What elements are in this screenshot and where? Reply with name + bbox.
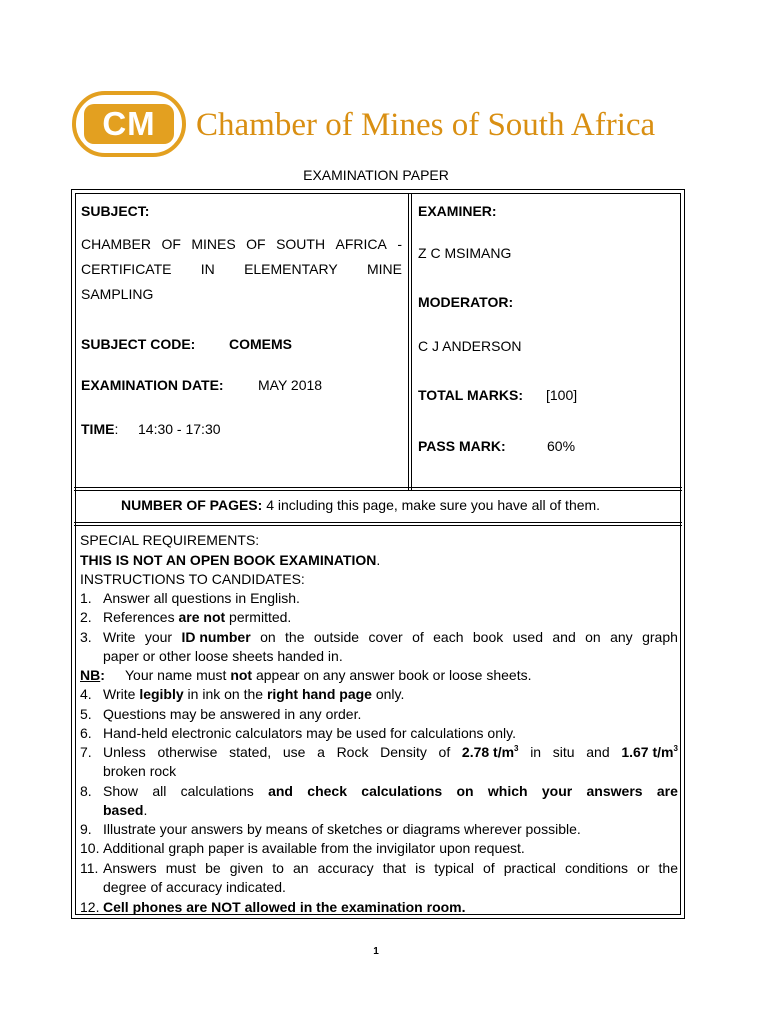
list-item-number: 11.: [80, 860, 99, 876]
list-item-number: 10.: [80, 840, 100, 856]
logo-badge-fill: [84, 104, 174, 144]
list-item-text: Show all calculations and check calculations on which your answers are: [103, 783, 678, 799]
subject-word: OF: [161, 236, 181, 252]
subject-word: MINES: [191, 236, 236, 252]
nb-label: NB:: [80, 667, 105, 683]
not-open-book: THIS IS NOT AN OPEN BOOK EXAMINATION: [80, 552, 377, 568]
time-row: [81, 420, 118, 438]
list-item-text: Cell phones are NOT allowed in the examination room.: [103, 899, 466, 915]
subject-code-label: SUBJECT CODE:: [81, 336, 196, 352]
organisation-logo: [72, 91, 684, 159]
pages-label: NUMBER OF PAGES:: [121, 497, 263, 513]
subject-word: CHAMBER: [81, 236, 152, 252]
pass-mark-label: PASS MARK:: [418, 438, 506, 454]
instructions-heading: INSTRUCTIONS TO CANDIDATES:: [80, 571, 305, 587]
list-item-text: References are not permitted.: [103, 609, 292, 625]
list-item-number: 2.: [80, 609, 92, 625]
list-item-number: 5.: [80, 706, 92, 722]
subject-word: OF: [246, 236, 266, 252]
pages-value: 4 including this page, make sure you have all of them.: [262, 497, 601, 513]
examiner-value: Z C MSIMANG: [418, 245, 512, 261]
subject-word: IN: [200, 261, 215, 277]
page-number: 1: [373, 946, 379, 957]
row-divider-inner: [74, 490, 682, 491]
subject-word: SOUTH: [276, 236, 326, 252]
subject-word: MINE: [366, 261, 402, 277]
subject-code-value: COMEMS: [229, 336, 292, 352]
not-open-book-period: .: [376, 552, 381, 568]
moderator-label: MODERATOR:: [418, 294, 514, 310]
nb-text: Your name must not appear on any answer book or loose sheets.: [125, 667, 532, 683]
subject-line-1: [81, 235, 402, 253]
total-marks-label: TOTAL MARKS:: [418, 387, 523, 403]
time-colon: :: [114, 421, 119, 437]
logo-badge-text: CM: [102, 105, 156, 142]
list-item-text: Answers must be given to an accuracy that is typical of practical conditions or the: [103, 860, 678, 876]
subject-line-3: SAMPLING: [81, 286, 154, 302]
row-divider: [74, 522, 682, 523]
list-item-text: Hand-held electronic calculators may be used for calculations only.: [103, 725, 516, 741]
column-divider: [408, 194, 409, 490]
exam-date-value: MAY 2018: [258, 377, 323, 393]
moderator-value: C J ANDERSON: [418, 338, 522, 354]
document-title: EXAMINATION PAPER: [303, 167, 449, 183]
subject-word: CERTIFICATE: [81, 261, 172, 277]
subject-label: SUBJECT:: [81, 203, 150, 219]
subject-word: ELEMENTARY: [244, 261, 338, 277]
not-open-book-line: [80, 551, 678, 570]
list-item-number: 3.: [80, 629, 92, 645]
logo-badge: [72, 91, 186, 157]
organisation-name: Chamber of Mines of South Africa: [196, 107, 656, 143]
time-label: TIME: [81, 421, 115, 437]
examiner-label: EXAMINER:: [418, 203, 497, 219]
list-item-text: Answer all questions in English.: [103, 590, 300, 606]
time-value: 14:30 - 17:30: [138, 421, 221, 437]
special-requirements-heading: SPECIAL REQUIREMENTS:: [80, 532, 260, 548]
list-item-text: Additional graph paper is available from the invigilator upon request.: [103, 840, 525, 856]
pass-mark-value: 60%: [547, 438, 576, 454]
list-item-number: 4.: [80, 686, 92, 702]
total-marks-value: [100]: [546, 387, 578, 403]
list-item-number: 8.: [80, 783, 92, 799]
subject-word: AFRICA: [335, 236, 387, 252]
list-item-number: 1.: [80, 590, 92, 606]
exam-date-label: EXAMINATION DATE:: [81, 377, 224, 393]
list-item-number: 6.: [80, 725, 92, 741]
list-item-text: Questions may be answered in any order.: [103, 706, 362, 722]
row-divider: [74, 487, 682, 488]
list-item-text: Write your ID number on the outside cover of each book used and on any graph: [103, 629, 678, 645]
list-item-text: Unless otherwise stated, use a Rock Density of 2.78 $t/m^3$ in situ and 1.67 $t/m^3$: [103, 744, 678, 760]
subject-word: -: [397, 236, 402, 252]
column-divider-inner: [411, 194, 412, 490]
number-of-pages: [121, 496, 600, 514]
list-item-number: 9.: [80, 821, 92, 837]
list-item-number: 7.: [80, 744, 92, 760]
list-item-text: Illustrate your answers by means of sketches or diagrams wherever possible.: [103, 821, 581, 837]
list-item-text: Write legibly in ink on the right hand page only.: [103, 686, 405, 702]
subject-line-2: [81, 260, 402, 278]
list-item-number: 12.: [80, 899, 100, 915]
row-divider-inner: [74, 525, 682, 526]
